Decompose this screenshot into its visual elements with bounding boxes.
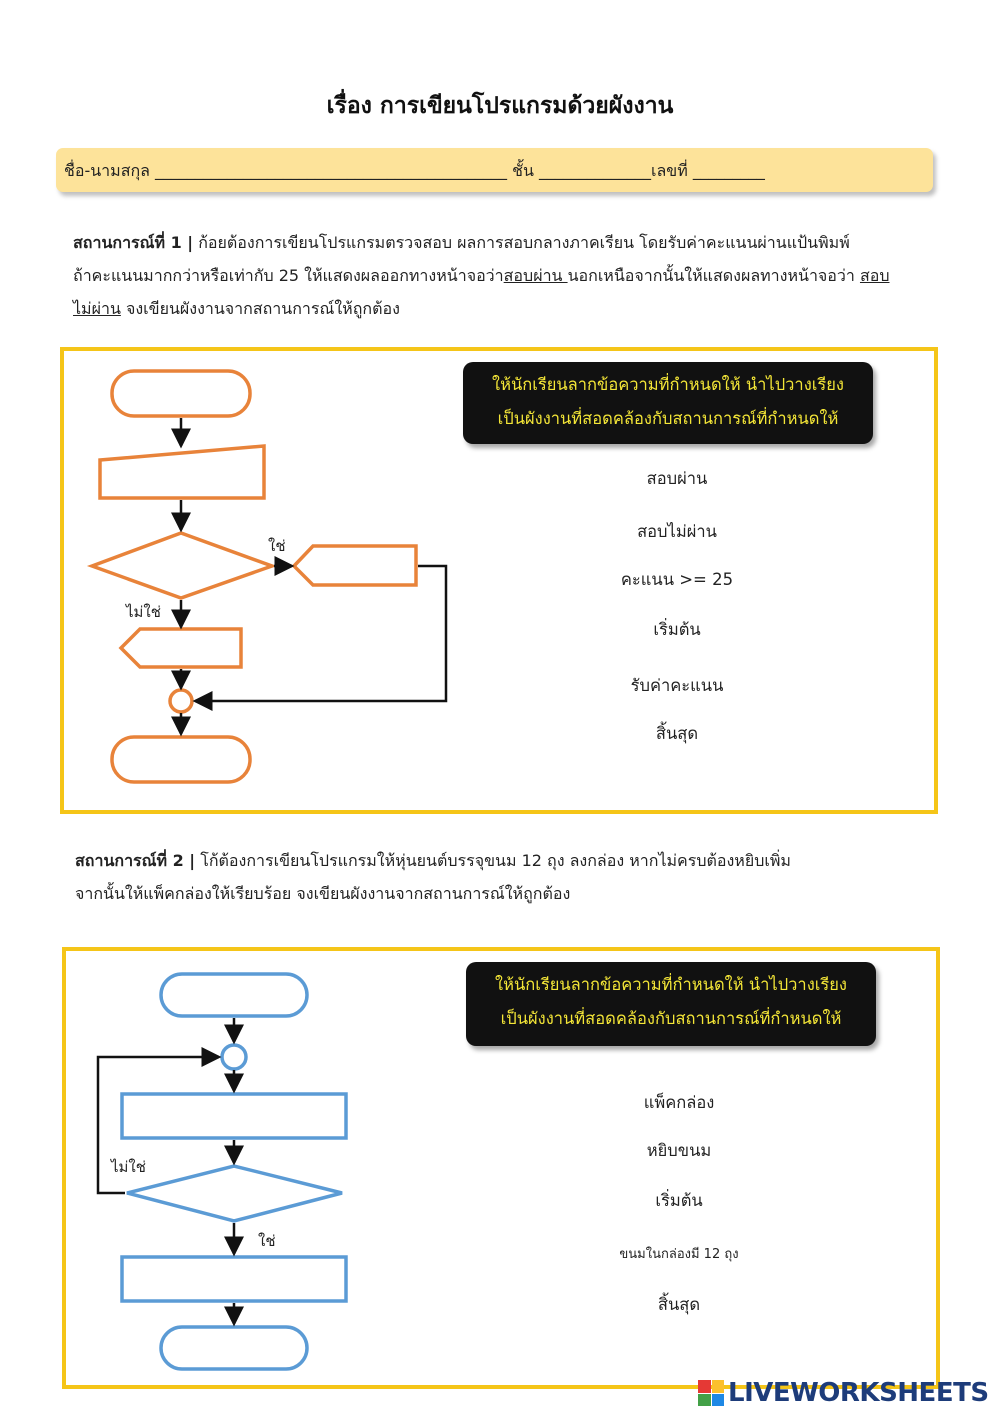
flow1-decision-diamond[interactable] (92, 533, 272, 598)
flow2-option-end[interactable]: สิ้นสุด (657, 1295, 701, 1314)
scenario-2-label: สถานการณ์ที่ 2 | (75, 851, 196, 870)
flow2-option-pick[interactable]: หยิบขนม (646, 1141, 712, 1160)
flow1-end-terminal[interactable] (112, 737, 250, 782)
instruction-box-2: ให้นักเรียนลากข้อความที่กำหนดให้ นำไปวางเรียง เป็นผังงานที่สอดคล้องกับสถานการณ์ที่กำหนดให้ (466, 962, 876, 1046)
flow1-option-fail[interactable]: สอบไม่ผ่าน (637, 522, 717, 541)
flow2-no-label: ไม่ใช่ (111, 1158, 146, 1176)
flow1-input-parallelogram[interactable] (100, 446, 264, 498)
liveworksheets-logo (698, 1376, 989, 1410)
flow2-yes-label: ใช่ (258, 1232, 276, 1250)
flow1-display-yes[interactable] (294, 546, 416, 585)
flow1-option-end[interactable]: สิ้นสุด (655, 724, 699, 743)
flow1-no-label: ไม่ใช่ (126, 603, 161, 621)
page-title: เรื่อง การเขียนโปรแกรมด้วยผังงาน (326, 93, 674, 119)
name-field-bar: ชื่อ-นามสกุล ____________________________________________ ชั้น ______________เลขที่ _________ (56, 148, 933, 192)
flow1-option-pass[interactable]: สอบผ่าน (646, 469, 708, 488)
flow1-start-terminal[interactable] (112, 371, 250, 416)
scenario-2-text: สถานการณ์ที่ 2 | โก้ต้องการเขียนโปรแกรมให้หุ่นยนต์บรรจุขนม 12 ถุง ลงกล่อง หากไม่ครบต้องหยิบเพิ่ม จากนั้นให้แพ็คกล่องให้เรียบร้อย จงเขียนผังงานจากสถานการณ์ให้ถูกต้อง (75, 851, 791, 903)
flow1-option-start[interactable]: เริ่มต้น (653, 620, 701, 639)
liveworksheets-mark-icon (698, 1380, 724, 1406)
liveworksheets-brand: LIVEWORKSHEETS (728, 1378, 989, 1408)
instruction-box-1: ให้นักเรียนลากข้อความที่กำหนดให้ นำไปวางเรียง เป็นผังงานที่สอดคล้องกับสถานการณ์ที่กำหนดให้ (463, 362, 873, 444)
flow1-option-condition[interactable]: คะแนน >= 25 (620, 570, 734, 589)
flow1-connector (170, 690, 192, 712)
flow2-option-start[interactable]: เริ่มต้น (655, 1191, 703, 1210)
flow1-yes-label: ใช่ (268, 537, 286, 555)
flow2-option-pack[interactable]: แพ็คกล่อง (643, 1093, 715, 1112)
scenario-1-text: สถานการณ์ที่ 1 | ก้อยต้องการเขียนโปรแกรมตรวจสอบ ผลการสอบกลางภาคเรียน โดยรับค่าคะแนนผ่านแป้นพิมพ์ ถ้าคะแนนมากกว่าหรือเท่ากับ 25 ให้แสดงผลออกทางหน้าจอว่าสอบผ่าน นอกเหนือจากนั้นให้แสดงผลทางหน้าจอว่า สอบ ไม่ผ่าน จงเขียนผังงานจากสถานการณ์ให้ถูกต้อง (73, 233, 890, 318)
flow1-display-no[interactable] (121, 629, 241, 667)
flow1-option-input[interactable]: รับค่าคะแนน (630, 676, 724, 695)
scenario-1-label: สถานการณ์ที่ 1 | (73, 233, 194, 252)
flow2-option-condition[interactable]: ขนมในกล่องมี 12 ถุง (619, 1247, 739, 1262)
